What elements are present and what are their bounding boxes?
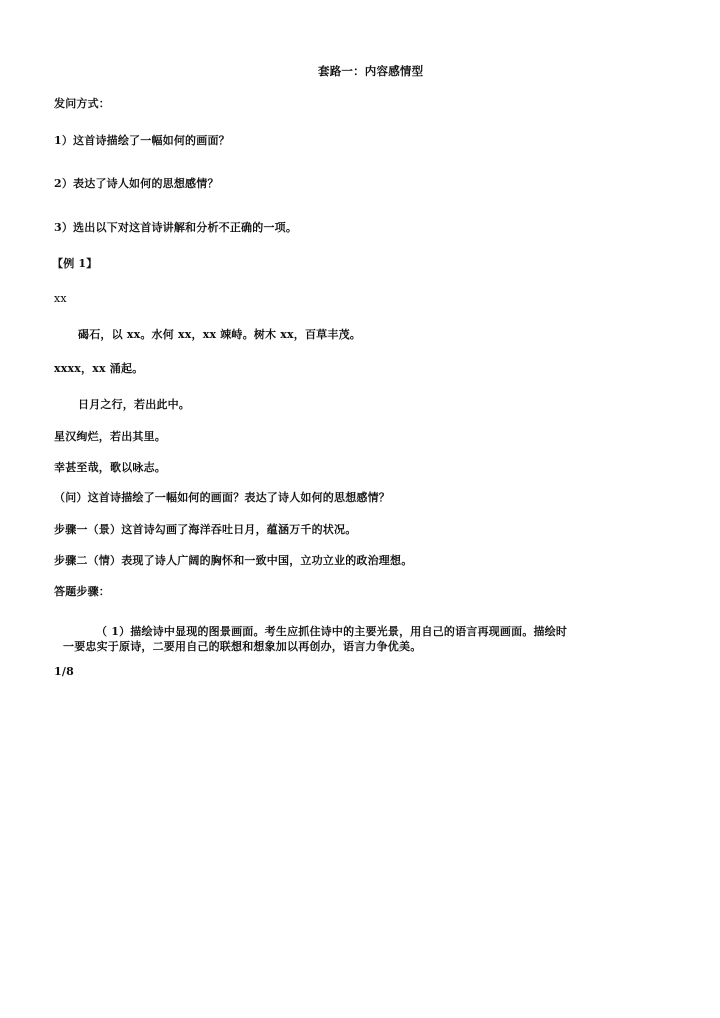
example-label: 【例 1】 bbox=[52, 257, 98, 270]
question-item-3: 3）选出以下对这首诗讲解和分析不正确的一项。 bbox=[54, 221, 298, 234]
poem-line-4: 星汉绚烂，若出其里。 bbox=[54, 430, 166, 443]
poem-line-3: 日月之行，若出此中。 bbox=[78, 398, 190, 411]
page-number: 1/8 bbox=[54, 665, 74, 678]
question-item-2: 2）表达了诗人如何的思想感情？ bbox=[54, 177, 219, 190]
poem-line-1: 碣石，以 xx。水何 xx，xx 竦峙。树木 xx，百草丰茂。 bbox=[78, 328, 361, 341]
page-title: 套路一：内容感情型 bbox=[318, 64, 424, 78]
answer-point-line-1: （ 1）描绘诗中显现的图景画面。考生应抓住诗中的主要光景，用自己的语言再现画面。描绘时 bbox=[96, 625, 568, 638]
question-heading: 发问方式： bbox=[54, 97, 110, 110]
question-item-1: 1）这首诗描绘了一幅如何的画面？ bbox=[54, 134, 230, 147]
answer-point-line-2: 一要忠实于原诗，二要用自己的联想和想象加以再创办，语言力争优美。 bbox=[63, 640, 422, 653]
example-question: （问）这首诗描绘了一幅如何的画面？表达了诗人如何的思想感情？ bbox=[54, 491, 390, 504]
poem-line-5: 幸甚至哉，歌以咏志。 bbox=[54, 461, 166, 474]
poem-title: xx bbox=[54, 292, 67, 305]
step-two: 步骤二（情）表现了诗人广阔的胸怀和一致中国，立功立业的政治理想。 bbox=[54, 554, 413, 567]
step-one: 步骤一（景）这首诗勾画了海洋吞吐日月，蕴涵万千的状况。 bbox=[54, 523, 357, 536]
poem-line-2: xxxx，xx 涌起。 bbox=[54, 362, 144, 375]
answer-steps-heading: 答题步骤： bbox=[54, 585, 110, 598]
